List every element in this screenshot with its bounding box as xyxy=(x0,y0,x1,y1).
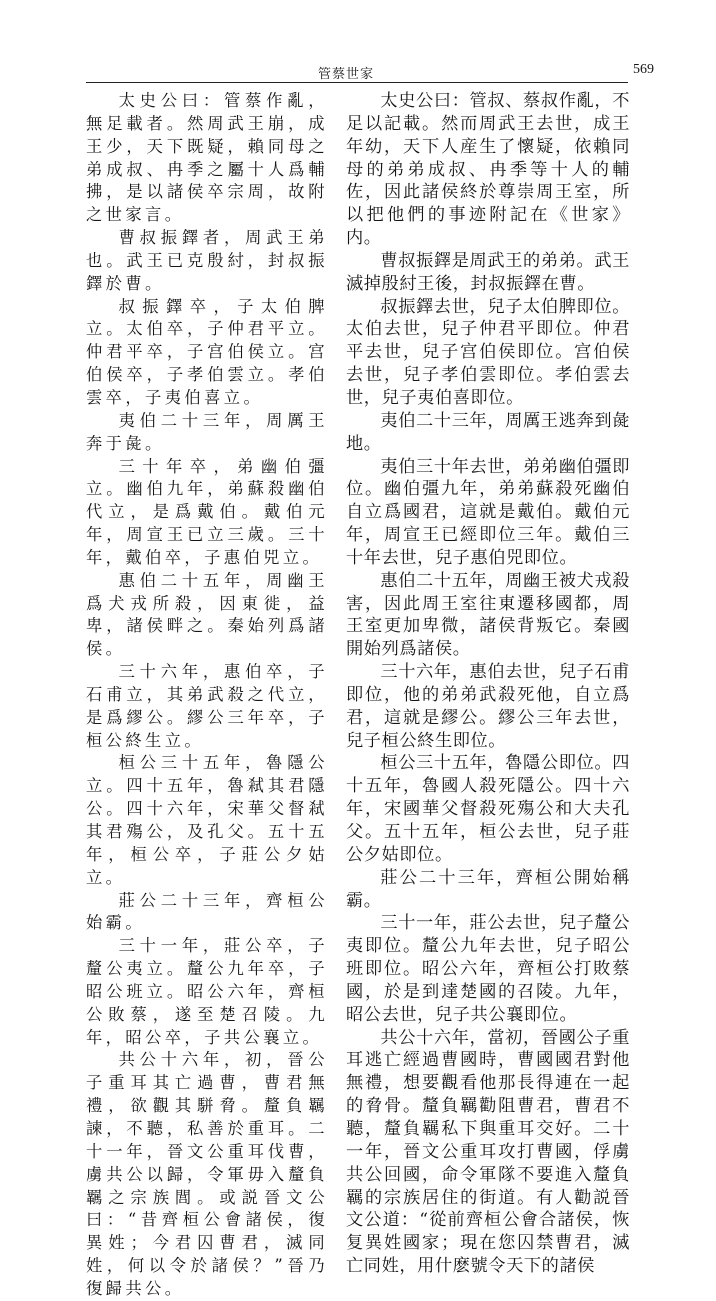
paragraph: 三十一年，莊公去世，兒子釐公夷即位。釐公九年去世，兒子昭公班即位。昭公六年，齊桓公打敗蔡國，於是到達楚國的召陵。九年，昭公去世，兒子共公襄即位。 xyxy=(346,913,630,1025)
paragraph: 惠伯二十五年，周幽王被犬戎殺害，因此周王室往東遷移國都，周王室更加卑微，諸侯背叛它。秦國開始列爲諸侯。 xyxy=(346,570,630,660)
running-title: 管蔡世家 xyxy=(318,67,375,82)
paragraph: 惠伯二十五年，周幽王爲犬戎所殺，因東徙，益卑，諸侯畔之。秦始列爲諸侯。 xyxy=(86,570,328,659)
paragraph: 夷伯三十年去世，弟弟幽伯彊即位。幽伯彊九年，弟弟蘇殺死幽伯自立爲國君，這就是戴伯。戴伯元年，周宣王已經即位三年。戴伯三十年去世，兒子惠伯兕即位。 xyxy=(346,456,630,568)
paragraph: 叔振鐸去世，兒子太伯脾即位。太伯去世，兒子仲君平即位。仲君平去世，兒子宫伯侯即位。宫伯侯去世，兒子孝伯雲即位。孝伯雲去世，兒子夷伯喜即位。 xyxy=(346,296,630,408)
paragraph: 太史公曰：管叔、蔡叔作亂，不足以記載。然而周武王去世，成王年幼，天下人産生了懷疑，依賴同母的弟弟成叔、冉季等十人的輔佐，因此諸侯終於尊崇周王室，所以把他們的事迹附記在《世家》内。 xyxy=(346,91,630,249)
classical-text-column xyxy=(86,90,328,1298)
header-rule xyxy=(86,82,628,83)
paragraph: 桓公三十五年，魯隱公即位。四十五年，魯國人殺死隱公。四十六年，宋國華父督殺死殤公和大夫孔父。五十五年，桓公去世，兒子莊公夕姑即位。 xyxy=(346,753,630,865)
paragraph: 三十六年，惠伯卒，子石甫立，其弟武殺之代立，是爲繆公。繆公三年卒，子桓公終生立。 xyxy=(86,662,328,750)
paragraph: 三十年卒，弟幽伯彊立。幽伯九年，弟蘇殺幽伯代立，是爲戴伯。戴伯元年，周宣王已立三歲。三十年，戴伯卒，子惠伯兕立。 xyxy=(86,456,328,567)
paragraph: 曹叔振鐸者，周武王弟也。武王已克殷紂，封叔振鐸於曹。 xyxy=(86,228,328,293)
paragraph: 夷伯二十三年，周厲王逃奔到彘地。 xyxy=(346,410,630,454)
paragraph: 太史公曰：管蔡作亂，無足載者。然周武王崩，成王少，天下既疑，賴同母之弟成叔、冉季之屬十人爲輔拂，是以諸侯卒宗周，故附之世家言。 xyxy=(86,91,328,225)
paragraph: 莊公二十三年，齊桓公開始稱霸。 xyxy=(346,867,630,911)
translation-text-column xyxy=(346,90,630,1277)
paragraph: 叔振鐸卒，子太伯脾立。太伯卒，子仲君平立。仲君平卒，子宫伯侯立。宫伯侯卒，子孝伯雲立。孝伯雲卒，子夷伯喜立。 xyxy=(86,296,328,407)
paragraph: 三十六年，惠伯去世，兒子石甫即位，他的弟弟武殺死他，自立爲君，這就是繆公。繆公三年去世，兒子桓公終生即位。 xyxy=(346,662,630,751)
page-header xyxy=(0,0,716,80)
paragraph: 三十一年，莊公卒，子釐公夷立。釐公九年卒，子昭公班立。昭公六年，齊桓公敗蔡，遂至楚召陵。九年，昭公卒，子共公襄立。 xyxy=(86,936,328,1047)
paragraph: 桓公三十五年，魯隱公立。四十五年，魯弒其君隱公。四十六年，宋華父督弒其君殤公，及孔父。五十五年，桓公卒，子莊公夕姑立。 xyxy=(86,753,328,887)
paragraph: 曹叔振鐸是周武王的弟弟。武王滅掉殷紂王後，封叔振鐸在曹。 xyxy=(346,250,630,294)
paragraph: 共公十六年，當初，晉國公子重耳逃亡經過曹國時，曹國國君對他無禮，想要觀看他那長得連在一起的脅骨。釐負羈勸阻曹君，曹君不聽，釐負羈私下與重耳交好。二十一年，晉文公重耳攻打曹國，俘虜共公回國，命令軍隊不要進入釐負羈的宗族居住的街道。有人勸説晉文公道：“從前齊桓公會合諸侯，恢复異姓國家；現在您囚禁曹君，滅亡同姓，用什麽號令天下的諸侯 xyxy=(346,1027,630,1277)
paragraph: 莊公二十三年，齊桓公始霸。 xyxy=(86,890,328,933)
page-number: 569 xyxy=(633,62,654,77)
paragraph: 夷伯二十三年，周厲王奔于彘。 xyxy=(86,410,328,453)
paragraph: 共公十六年，初，晉公子重耳其亡過曹，曹君無禮，欲觀其駢脅。釐負羈諫，不聽，私善於重耳。二十一年，晉文公重耳伐曹，虜共公以歸，令軍毋入釐負羈之宗族閭。或説晉文公曰：“昔齊桓公會諸侯，復異姓；今君囚曹君，滅同姓，何以令於諸侯？”晉乃復歸共公。 xyxy=(86,1050,328,1298)
